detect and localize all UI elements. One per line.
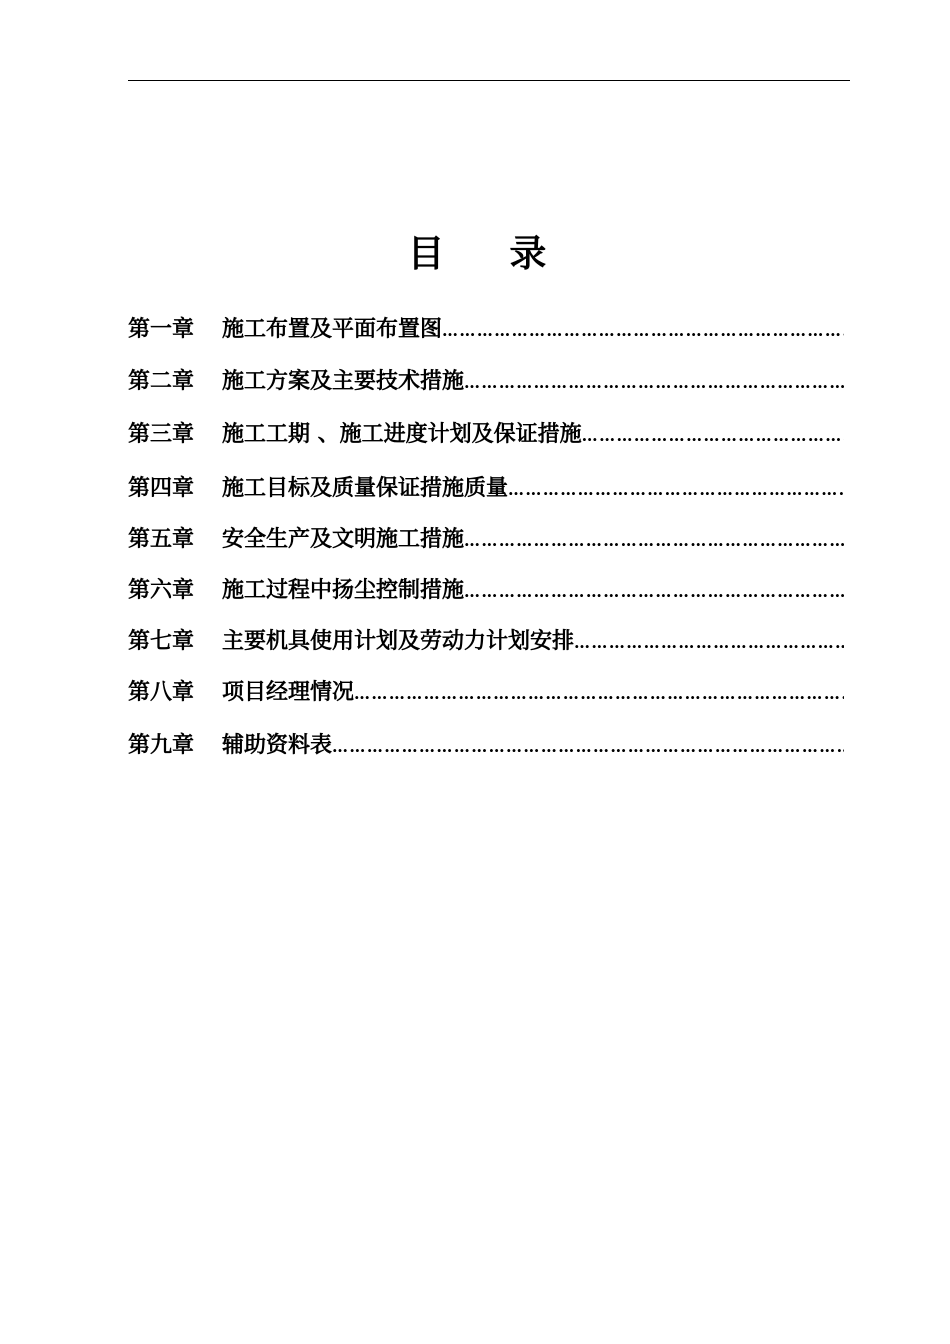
chapter-number: 第五章 <box>128 526 195 552</box>
chapter-number: 第三章 <box>128 421 195 447</box>
toc-entry-1[interactable] <box>128 312 844 348</box>
toc-entry-5[interactable] <box>128 522 844 558</box>
toc-entry-9[interactable] <box>128 728 844 764</box>
toc-entry-7[interactable] <box>128 624 844 660</box>
chapter-number: 第七章 <box>128 628 195 654</box>
chapter-number: 第一章 <box>128 316 195 342</box>
chapter-title: 施工工期 、施工进度计划及保证措施 <box>222 421 582 447</box>
chapter-number: 第八章 <box>128 679 195 705</box>
toc-entry-6[interactable] <box>128 573 844 609</box>
chapter-title: 安全生产及文明施工措施 <box>222 526 465 552</box>
chapter-number: 第六章 <box>128 577 195 603</box>
toc-list <box>128 312 844 764</box>
chapter-title: 施工目标及质量保证措施质量 <box>222 475 509 501</box>
toc-entry-2[interactable] <box>128 364 844 400</box>
header-rule <box>128 80 850 81</box>
page-title: 目 录 <box>407 231 573 275</box>
chapter-title: 项目经理情况 <box>222 679 355 705</box>
chapter-title: 施工方案及主要技术措施 <box>222 368 465 394</box>
dot-leader <box>464 373 844 392</box>
dot-leader <box>464 582 844 601</box>
dot-leader <box>354 684 844 703</box>
dot-leader <box>464 531 844 550</box>
chapter-title: 主要机具使用计划及劳动力计划安排 <box>222 628 575 654</box>
dot-leader <box>574 633 844 652</box>
dot-leader <box>332 737 844 756</box>
dot-leader <box>508 480 844 499</box>
toc-entry-3[interactable] <box>128 417 844 453</box>
chapter-title: 施工布置及平面布置图 <box>222 316 443 342</box>
dot-leader <box>442 321 844 340</box>
toc-entry-8[interactable] <box>128 675 844 711</box>
chapter-number: 第九章 <box>128 732 195 758</box>
chapter-title: 辅助资料表 <box>222 732 333 758</box>
chapter-number: 第四章 <box>128 475 195 501</box>
dot-leader <box>582 426 844 445</box>
chapter-number: 第二章 <box>128 368 195 394</box>
chapter-title: 施工过程中扬尘控制措施 <box>222 577 465 603</box>
toc-entry-4[interactable] <box>128 471 844 507</box>
